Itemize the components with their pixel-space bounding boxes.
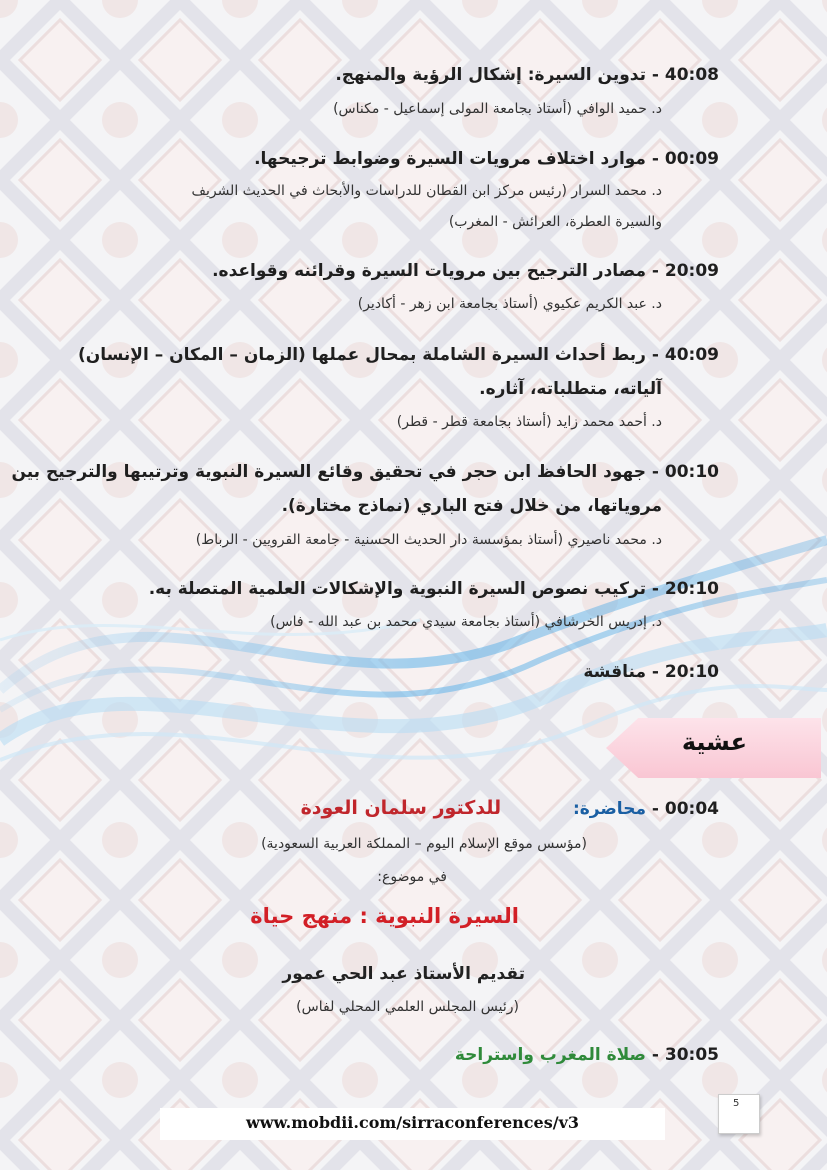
lecture-kind: محاضرة: bbox=[572, 799, 646, 819]
topic-title: السيرة النبوية : منهج حياة bbox=[250, 904, 519, 928]
schedule-item-1-speaker: د. حميد الوافي (أستاذ بجامعة المولى إسماعيل - مكناس) bbox=[333, 101, 662, 117]
schedule-time: 20:09 bbox=[664, 261, 719, 281]
schedule-item-3-title bbox=[212, 261, 719, 281]
separator: - bbox=[645, 149, 659, 169]
schedule-title: ربط أحداث السيرة الشاملة بمحال عملها (الزمان – المكان – الإنسان) bbox=[77, 345, 646, 365]
schedule-time: 40:09 bbox=[664, 345, 719, 365]
lecturer-role: (مؤسس موقع الإسلام اليوم – المملكة العربية السعودية) bbox=[261, 836, 587, 852]
schedule-item-6-speaker: د. إدريس الخرشافي (أستاذ بجامعة سيدي محمد بن عبد الله - فاس) bbox=[270, 614, 662, 630]
schedule-title: تدوين السيرة: إشكال الرؤية والمنهج. bbox=[335, 65, 646, 85]
presenter-name: تقديم الأستاذ عبد الحي عمور bbox=[282, 964, 525, 984]
schedule-time: 20:10 bbox=[664, 579, 719, 599]
schedule-item-2-speaker-line1: د. محمد السرار (رئيس مركز ابن القطان للدراسات والأبحاث في الحديث الشريف bbox=[191, 183, 662, 199]
separator: - bbox=[645, 261, 659, 281]
evening-lecture-line bbox=[301, 797, 719, 819]
separator: - bbox=[645, 462, 659, 482]
schedule-item-4-title-line1 bbox=[78, 345, 719, 365]
separator: - bbox=[645, 1045, 659, 1065]
schedule-time: 40:08 bbox=[664, 65, 719, 85]
separator: - bbox=[645, 579, 659, 599]
schedule-item-5-speaker: د. محمد ناصيري (أستاذ بمؤسسة دار الحديث الحسنية - جامعة القرويين - الرباط) bbox=[195, 532, 662, 548]
break-line bbox=[455, 1045, 719, 1065]
schedule-item-5-title-line2: مروياتها، من خلال فتح الباري (نماذج مختارة). bbox=[281, 496, 662, 516]
schedule-time: 00:09 bbox=[664, 149, 719, 169]
schedule-item-7-title bbox=[583, 662, 719, 682]
schedule-item-4-speaker: د. أحمد محمد زايد (أستاذ بجامعة قطر - قطر) bbox=[396, 414, 662, 430]
schedule-time: 30:05 bbox=[664, 1045, 719, 1065]
schedule-title: تركيب نصوص السيرة النبوية والإشكالات العلمية المتصلة به. bbox=[148, 579, 646, 599]
schedule-time: 00:10 bbox=[664, 462, 719, 482]
presenter-role: (رئيس المجلس العلمي المحلي لفاس) bbox=[296, 999, 519, 1015]
evening-label: عشية bbox=[681, 728, 747, 756]
break-label: صلاة المغرب واستراحة bbox=[454, 1045, 646, 1065]
separator: - bbox=[645, 662, 659, 682]
schedule-title: مناقشة bbox=[583, 662, 646, 682]
schedule-time: 20:10 bbox=[664, 662, 719, 682]
schedule-time: 00:04 bbox=[664, 799, 719, 819]
schedule-title: جهود الحافظ ابن حجر في تحقيق وقائع السيرة النبوية وترتيبها والترجيح بين bbox=[11, 462, 646, 482]
schedule-item-6-title bbox=[149, 579, 719, 599]
page-number: 5 bbox=[733, 1098, 740, 1109]
schedule-item-3-speaker: د. عبد الكريم عكيوي (أستاذ بجامعة ابن زهر - أكادير) bbox=[357, 296, 662, 312]
schedule-item-1-title bbox=[335, 65, 719, 85]
separator: - bbox=[645, 799, 659, 819]
topic-label: في موضوع: bbox=[377, 869, 447, 885]
schedule-item-5-title-line1 bbox=[11, 462, 719, 482]
schedule-item-2-title bbox=[254, 149, 719, 169]
schedule-item-4-title-line2: آلياته، متطلباته، آثاره. bbox=[479, 379, 662, 399]
footer-url: www.mobdii.com/sirraconferences/v3 bbox=[245, 1113, 580, 1132]
separator: - bbox=[645, 345, 659, 365]
separator: - bbox=[645, 65, 659, 85]
schedule-title: موارد اختلاف مرويات السيرة وضوابط ترجيحها. bbox=[254, 149, 646, 169]
schedule-title: مصادر الترجيح بين مرويات السيرة وقرائنه وقواعده. bbox=[212, 261, 646, 281]
schedule-item-2-speaker-line2: والسيرة العطرة، العرائش - المغرب) bbox=[448, 214, 662, 230]
lecturer-name: للدكتور سلمان العودة bbox=[300, 797, 502, 819]
